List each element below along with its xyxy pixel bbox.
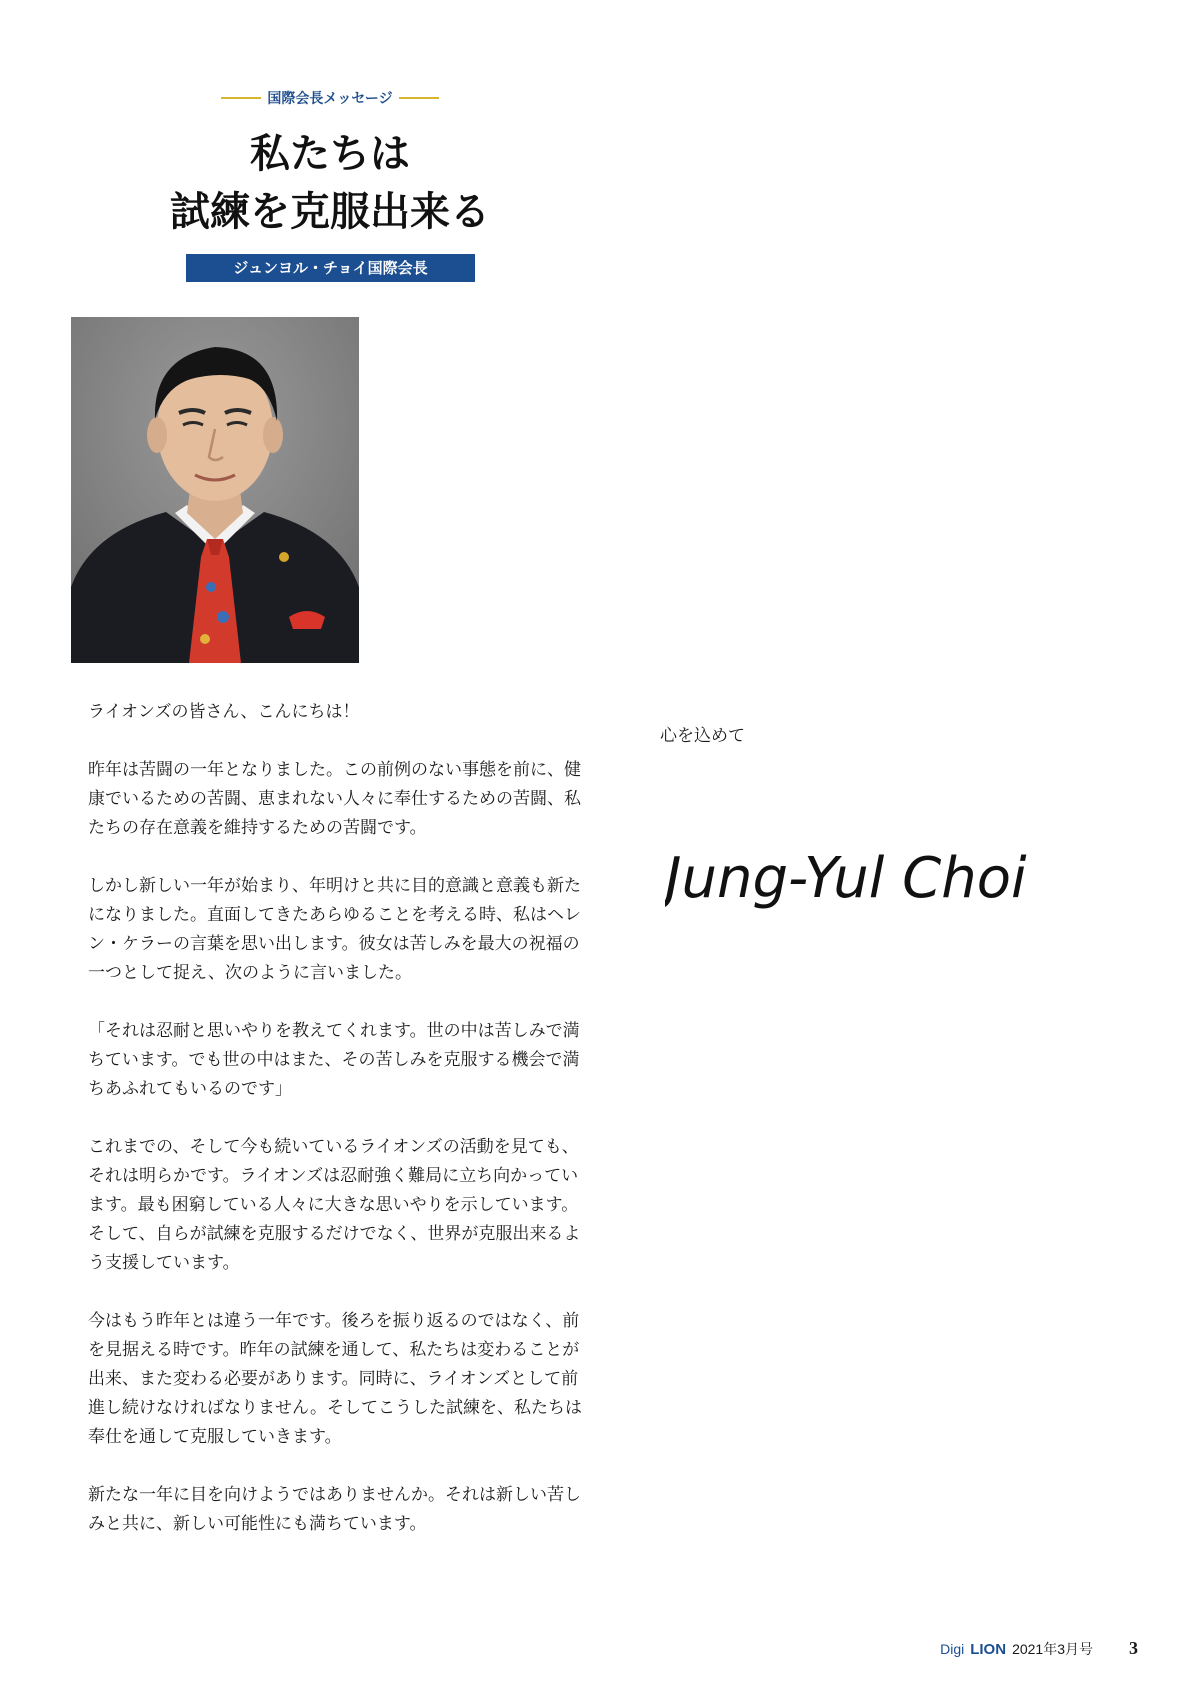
- title-line-1: 私たちは: [250, 130, 410, 177]
- body-paragraph-6: 今はもう昨年とは違う一年です。後ろを振り返るのではなく、前を見据える時です。昨年の試練を通して、私たちは変わることが出来、また変わる必要があります。同時に、ライオンズとして前進し続けなければなりません。そしてこうした試練を、私たちは奉仕を通して克服していきます。: [88, 1311, 583, 1447]
- kicker-label: 国際会長メッセージ: [267, 91, 393, 107]
- signature-handwriting: [665, 835, 1135, 925]
- message-body: [88, 698, 588, 1568]
- signature-text: Jung-Yul Choi: [665, 846, 1027, 911]
- body-paragraph-2: 昨年は苦闘の一年となりました。この前例のない事態を前に、健康でいるための苦闘、恵まれない人々に奉仕するための苦闘、私たちの存在意義を維持するための苦闘です。: [88, 760, 581, 838]
- body-paragraph-3: しかし新しい一年が始まり、年明けと共に目的意識と意義も新たになりました。直面してきたあらゆることを考える時、私はヘレン・ケラーの言葉を思い出します。彼女は苦しみを最大の祝福の一つとして捉え、次のように言いました。: [88, 876, 581, 983]
- signature: [665, 835, 1135, 925]
- footer-brand-lion: LION: [970, 1641, 1007, 1658]
- footer-issue: 2021年3月号: [1012, 1641, 1093, 1657]
- body-paragraph-1: ライオンズの皆さん、こんにちは！: [88, 702, 360, 722]
- body-paragraph-5: これまでの、そして今も続いているライオンズの活動を見ても、それは明らかです。ライオンズは忍耐強く難局に立ち向かっています。最も困窮している人々に大きな思いやりを示しています。そして、自らが試練を克服するだけでなく、世界が克服出来るよう支援しています。: [88, 1137, 581, 1273]
- portrait-illustration: [71, 317, 359, 663]
- page-footer: [940, 1638, 1138, 1659]
- section-kicker: [221, 88, 439, 108]
- body-paragraph-7: 新たな一年に目を向けようではありませんか。それは新しい苦しみと共に、新しい可能性にも満ちています。: [88, 1485, 581, 1534]
- author-name-banner: ジュンヨル・チョイ国際会長: [186, 254, 475, 282]
- page-number: 3: [1129, 1638, 1138, 1658]
- page-title: [130, 125, 530, 241]
- kicker-rule-right: [399, 97, 439, 99]
- kicker-rule-left: [221, 97, 261, 99]
- body-paragraph-4: 「それは忍耐と思いやりを教えてくれます。世の中は苦しみで満ちています。でも世の中はまた、その苦しみを克服する機会で満ちあふれてもいるのです」: [88, 1021, 580, 1099]
- footer-brand-digi: Digi: [940, 1641, 965, 1657]
- portrait-photo: [71, 317, 359, 663]
- title-line-2: 試練を克服出来る: [170, 188, 490, 235]
- closing-salutation: 心を込めて: [660, 726, 745, 746]
